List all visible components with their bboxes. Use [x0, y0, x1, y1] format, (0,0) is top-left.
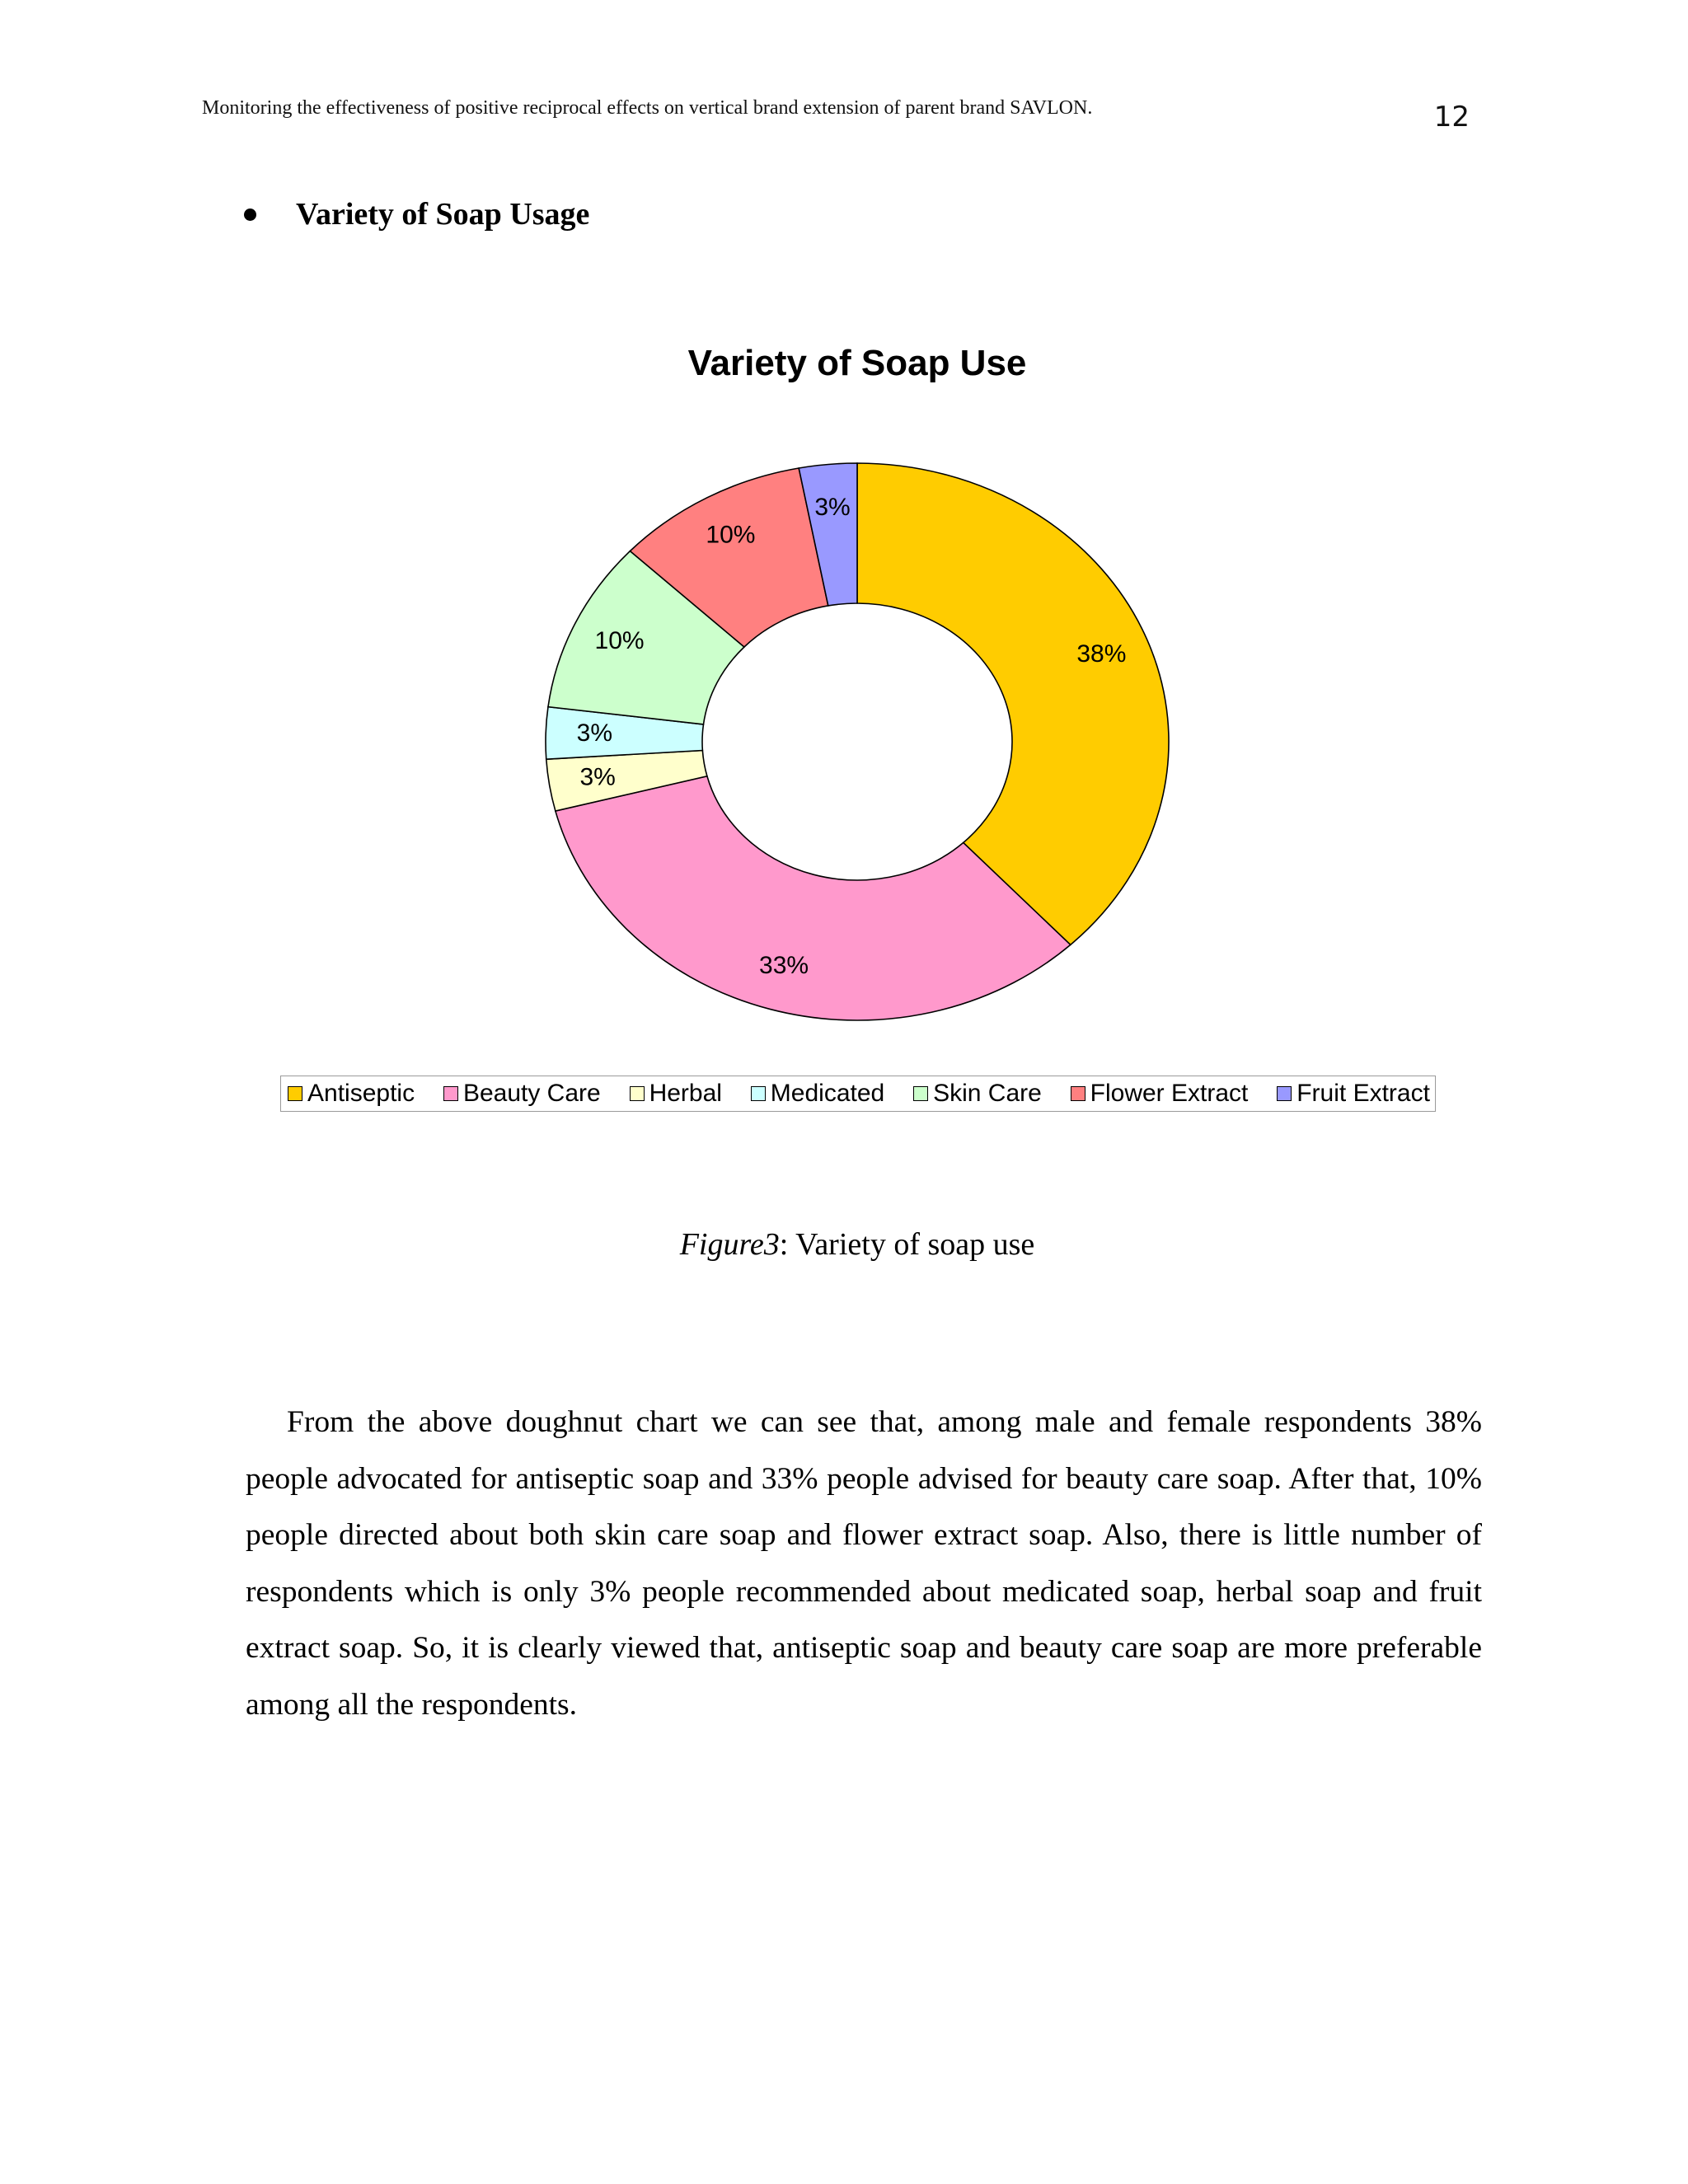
doughnut-chart [0, 330, 1688, 1121]
chart-legend [280, 1076, 1436, 1112]
legend-item-skin-care [913, 1080, 1042, 1108]
legend-label: Flower Extract [1090, 1080, 1249, 1107]
legend-item-beauty-care [443, 1080, 601, 1108]
legend-label: Skin Care [933, 1080, 1042, 1107]
legend-swatch [913, 1086, 928, 1101]
legend-swatch [288, 1086, 302, 1101]
data-label-skin-care: 10% [594, 626, 645, 654]
slice-antiseptic [857, 463, 1169, 944]
legend-label: Fruit Extract [1296, 1080, 1430, 1107]
legend-item-antiseptic [288, 1080, 415, 1108]
running-header: Monitoring the effectiveness of positive reciprocal effects on vertical brand extension of parent brand SAVLON. [202, 97, 1093, 119]
legend-label: Medicated [770, 1080, 885, 1107]
legend-swatch [1071, 1086, 1085, 1101]
chart-title: Variety of Soap Use [687, 343, 1027, 383]
data-label-fruit-extract: 3% [814, 493, 851, 521]
page-number: 12 [1433, 101, 1470, 134]
legend-label: Herbal [649, 1080, 722, 1107]
legend-item-flower-extract [1071, 1080, 1249, 1108]
bullet-icon [244, 209, 256, 221]
legend-swatch [751, 1086, 766, 1101]
chart-area [0, 330, 1688, 1121]
legend-swatch [1277, 1086, 1292, 1101]
figure-caption [0, 1226, 1688, 1263]
legend-swatch [443, 1086, 458, 1101]
legend-label: Beauty Care [462, 1080, 601, 1107]
data-label-antiseptic: 38% [1076, 640, 1127, 668]
chart-slices [546, 463, 1169, 1020]
data-label-herbal: 3% [579, 763, 616, 791]
legend-swatch [630, 1086, 645, 1101]
legend-item-herbal [630, 1080, 722, 1108]
figure-label: Figure3 [679, 1227, 780, 1262]
section-heading-text: Variety of Soap Usage [296, 197, 590, 232]
body-paragraph: From the above doughnut chart we can see that, among male and female respondents 38% people advocated for antiseptic soap and 33% people advised for beauty care soap. After that, 10% people directed about both skin care soap and flower extract soap. Also, there is little number of respondents which is only 3% people recommended about medicated soap, herbal soap and fruit extract soap. So, it is clearly viewed that, antiseptic soap and beauty care soap are more preferable among all the respondents. [246, 1405, 1482, 1722]
data-label-flower-extract: 10% [706, 521, 756, 549]
data-label-medicated: 3% [576, 719, 613, 747]
legend-item-fruit-extract [1277, 1080, 1430, 1108]
data-label-beauty-care: 33% [759, 952, 809, 980]
figure-caption-text: : Variety of soap use [779, 1227, 1035, 1262]
section-heading [244, 196, 589, 232]
legend-label: Antiseptic [307, 1080, 415, 1107]
legend-item-medicated [751, 1080, 884, 1108]
